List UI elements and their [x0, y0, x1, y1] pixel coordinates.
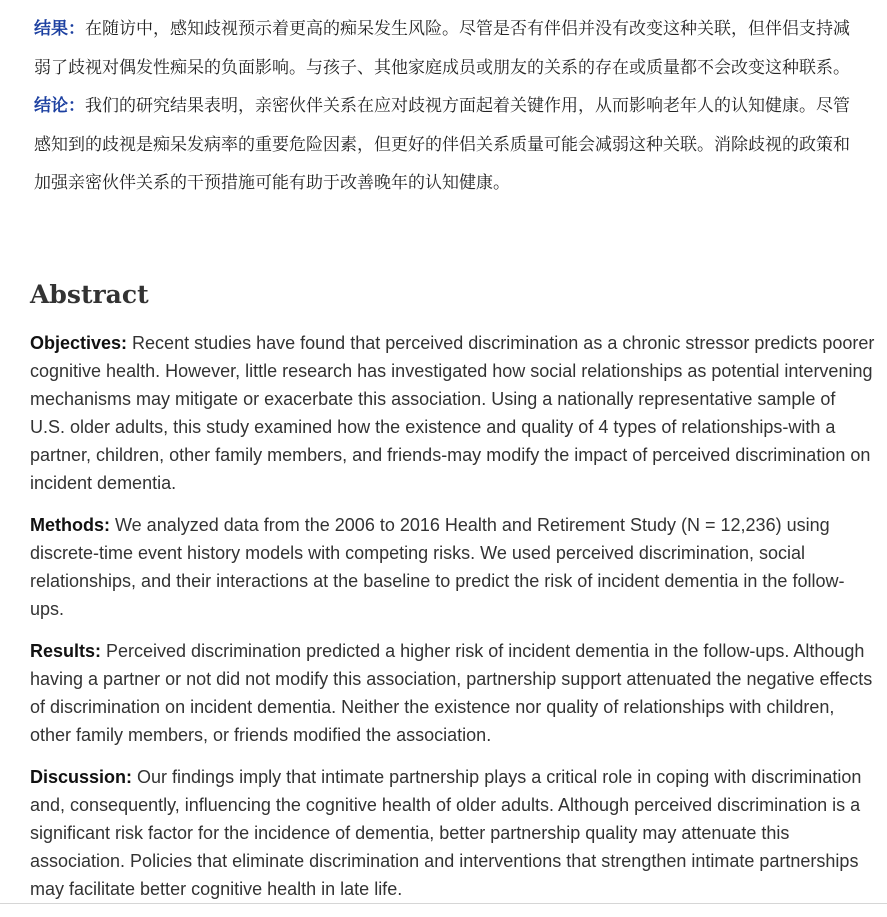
discussion-text: Our findings imply that intimate partnership plays a critical role in coping with discrimination and, consequently, influencing the cognitive health of older adults. Although perceived discrimination is a significant risk factor for the incidence of dementia, better partnership quality may attenuate this association. Policies that eliminate discrimination and interventions that strengthen intimate partnerships may facilitate better cognitive health in late life.	[30, 767, 862, 899]
chinese-conclusion-separator: ：	[68, 96, 85, 117]
objectives-text: Recent studies have found that perceived discrimination as a chronic stressor predicts poorer cognitive health. However, little research has investigated how social relationships as potential intervening mechanisms may mitigate or exacerbate this association. Using a nationally representative sample of U.S. older adults, this study examined how the existence and quality of 4 types of relationships-with a partner, children, other family members, and friends-may modify the impact of perceived discrimination on incident dementia.	[30, 333, 875, 493]
bottom-divider	[0, 903, 887, 904]
chinese-results-text: 在随访中，感知歧视预示着更高的痴呆发生风险。尽管是否有伴侣并没有改变这种关联，但伴侣支持减弱了歧视对偶发性痴呆的负面影响。与孩子、其他家庭成员或朋友的关系的存在或质量都不会改变这种联系。	[34, 19, 850, 78]
chinese-summary	[34, 10, 864, 203]
chinese-results-paragraph	[34, 10, 864, 87]
discussion-paragraph	[30, 763, 875, 903]
chinese-conclusion-text: 我们的研究结果表明，亲密伙伴关系在应对歧视方面起着关键作用，从而影响老年人的认知健康。尽管感知到的歧视是痴呆发病率的重要危险因素，但更好的伴侣关系质量可能会减弱这种关联。消除歧视的政策和加强亲密伙伴关系的干预措施可能有助于改善晚年的认知健康。	[34, 96, 850, 194]
abstract-body	[30, 329, 875, 917]
methods-paragraph	[30, 511, 875, 623]
chinese-results-separator: ：	[68, 19, 85, 39]
results-paragraph	[30, 637, 875, 749]
methods-label: Methods:	[30, 515, 110, 535]
results-label: Results:	[30, 641, 102, 661]
methods-text: We analyzed data from the 2006 to 2016 Health and Retirement Study (N = 12,236) using discrete-time event history models with competing risks. We used perceived discrimination, social relationships, and their interactions at the baseline to predict the risk of incident dementia in the follow-ups.	[30, 515, 845, 619]
discussion-label: Discussion:	[30, 767, 133, 787]
abstract-heading: Abstract	[30, 280, 149, 309]
objectives-paragraph	[30, 329, 875, 497]
objectives-label: Objectives:	[30, 333, 128, 353]
chinese-conclusion-label: 结论	[34, 96, 68, 117]
results-text: Perceived discrimination predicted a higher risk of incident dementia in the follow-ups. Although having a partner or not did not modify this association, partnership support attenuated the negative effects of discrimination on incident dementia. Neither the existence nor quality of relationships with children, other family members, or friends modified the association.	[30, 641, 873, 745]
chinese-conclusion-paragraph	[34, 87, 864, 203]
chinese-results-label: 结果	[34, 19, 68, 39]
